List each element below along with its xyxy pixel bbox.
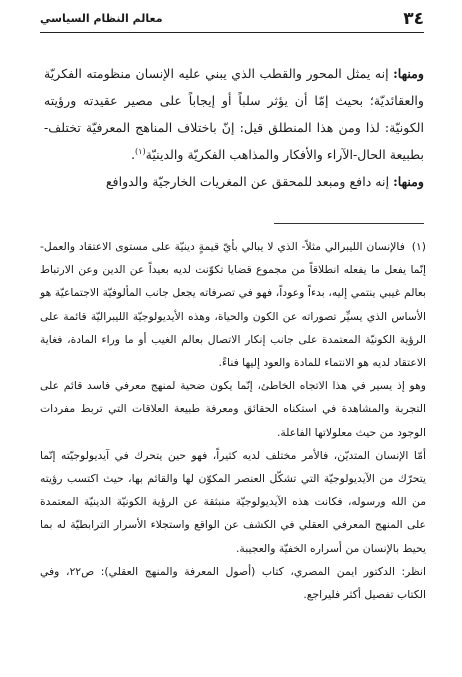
paragraph-1-end: . bbox=[131, 147, 136, 162]
paragraph-2 bbox=[44, 168, 424, 195]
paragraph-1 bbox=[44, 60, 424, 168]
footnotes bbox=[40, 235, 426, 606]
paragraph-2-lead: ومنها: bbox=[393, 174, 424, 189]
footnote-1-reference: انظر: الدكتور ايمن المصري، كتاب (أصول المعرفة والمنهج العقلي): ص٢٢، وفي الكتاب تفصيل أكثر فليراجع. bbox=[40, 564, 426, 602]
footnote-1-paragraph-3: أمّا الإنسان المتديّن، فالأمر مختلف لديه كثيراً، فهو حين يتحرك في آيديولوجيّته إنّما يتحرّك من الآيديولوجيّة التي تشكّل العنصر المكوّن لها والقائم بها، حيث اكتسب رؤيته من الله ورسوله، فكانت هذه الآيديولوجيّة منبثقة عن الرؤية الكونيّة الدينيّة المعتمدة على المنهج المعرفي العقلي في الكشف عن الواقع واستجلاء الأسرار الترابطيّة له بما يحيط بالإنسان من أسراره الخفيّة والعجيبة. bbox=[40, 448, 426, 555]
paragraph-1-lead: ومنها: bbox=[393, 66, 424, 81]
page-number: ٣٤ bbox=[403, 9, 424, 29]
paragraph-1-text: إنه يمثل المحور والقطب الذي يبني عليه الإنسان منظومته الفكريّة والعقائديّة؛ بحيث إمّا أن يؤثر سلباً أو إيجاباً على مصير عقيدته ورؤيته الكونيّة: لذا ومن هذا المنطلق قيل: إنّ باختلاف المناهج المعرفيّة تختلف-بطبيعة الحال-الآراء والأفكار والمذاهب الفكريّة والدينيّة bbox=[44, 66, 424, 162]
footnote-1-text-1: فالإنسان الليبرالي مثلاً- الذي لا يبالي بأيّ قيمةٍ دينيّة على مستوى الاعتقاد والعمل- إنّما يفعل ما يفعله انطلاقاً من مجموع قضايا تكوّنت لديه بعيداً عن الدين وعن الارتباط بعالم غيبي ينتمي إليه، بدءاً وعوداً، فهو في تصرفاته يجعل جانب المألوفيّة الاجتماعيّة هو الأساس الذي يسيِّر تصوراته عن الكون والحياة، وهذه الأيديولوجيّة الليبراليّة قائمة على الرؤية الكونيّة المعتمدة على جانب إنكار الاتصال بعالم الغيب أو ما وراء المادة، فغاية الاعتقاد لديه هو الانتماء للمادة والعود إليها فناءً. bbox=[40, 240, 426, 370]
footnote-number: (١) bbox=[411, 240, 426, 253]
footnote-separator bbox=[274, 223, 424, 224]
footnote-1-paragraph-1 bbox=[40, 235, 426, 374]
running-title: معالم النظام السياسي bbox=[40, 12, 163, 25]
main-text bbox=[44, 60, 424, 195]
footnote-reference[interactable]: (١) bbox=[135, 146, 146, 156]
footnote-1-paragraph-2: وهو إذ يسير في هذا الاتجاه الخاطئ، إنّما يكون ضحية لمنهج معرفي فاسد قائم على التجربة والمشاهدة في استكناه الحقائق ومعرفة طبيعة العلاقات التي تربط مفردات الوجود من حيث معلولاتها الفاعلة. bbox=[40, 379, 426, 439]
paragraph-2-text: إنه دافع ومبعد للمحقق عن المغريات الخارجيّة والدوافع bbox=[105, 174, 394, 189]
page-header bbox=[40, 8, 424, 33]
